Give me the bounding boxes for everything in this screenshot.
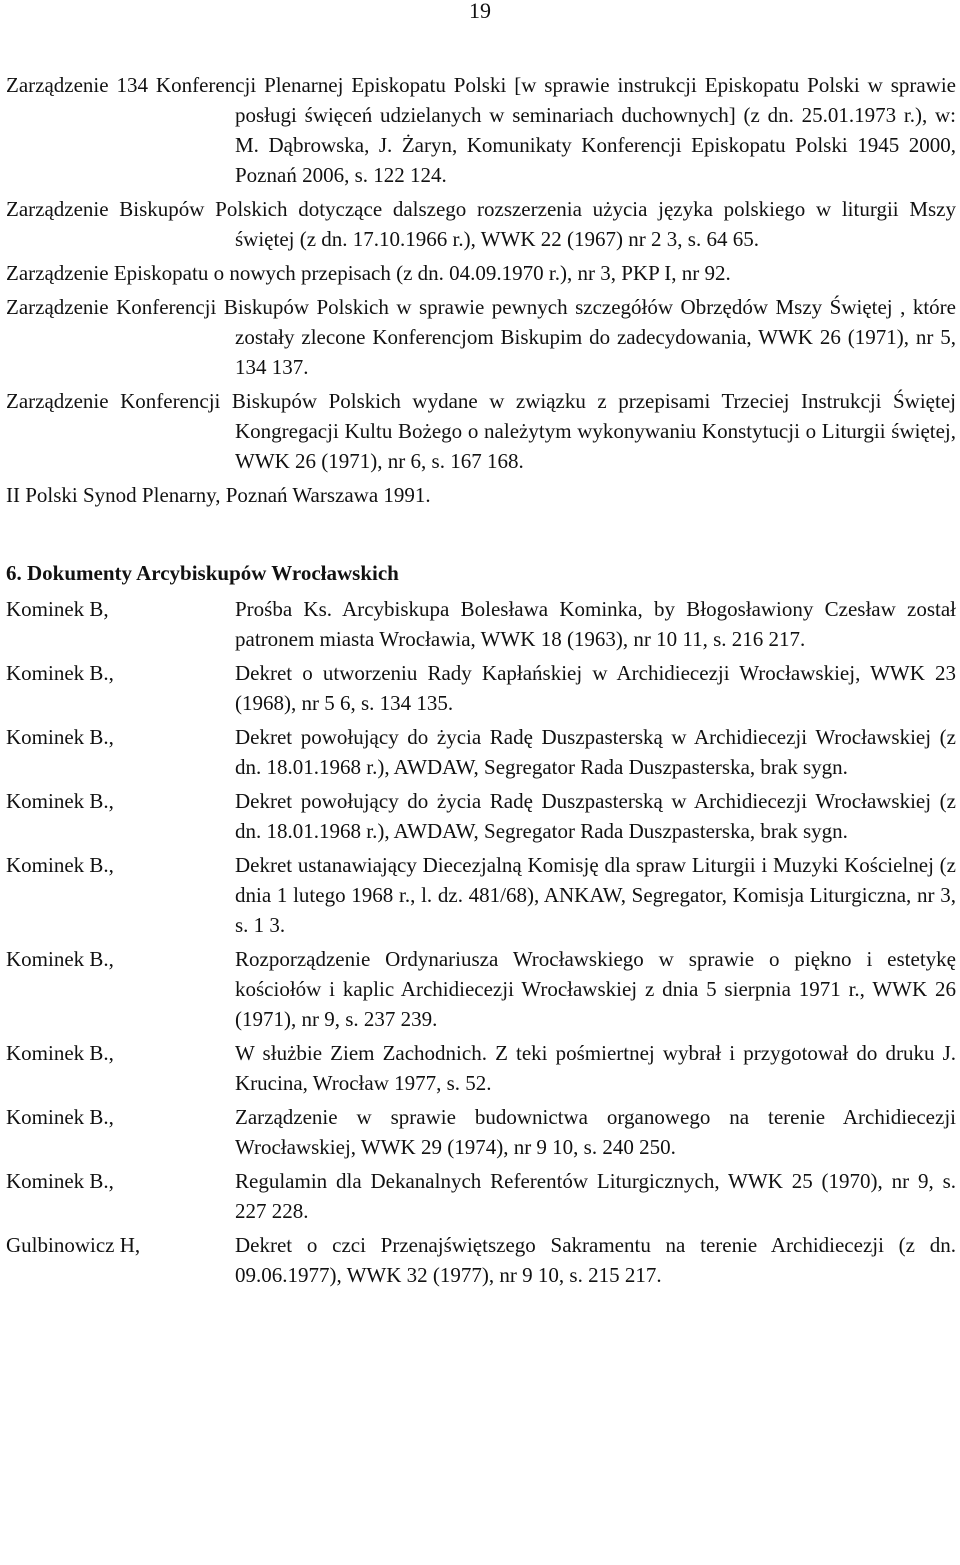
page-content xyxy=(6,70,956,1294)
document-text: Dekret powołujący do życia Radę Duszpasterską w Archidiecezji Wrocławskiej (z dn. 18.01.1968 r.), AWDAW, Segregator Rada Duszpasterska, brak sygn. xyxy=(235,725,956,779)
document-text: Dekret powołujący do życia Radę Duszpasterską w Archidiecezji Wrocławskiej (z dn. 18.01.1968 r.), AWDAW, Segregator Rada Duszpasterska, brak sygn. xyxy=(235,789,956,843)
document-entry xyxy=(6,1166,956,1226)
document-entry xyxy=(6,594,956,654)
bibliography-entry: Zarządzenie Konferencji Biskupów Polskich w sprawie pewnych szczegółów Obrzędów Mszy Świętej , które zostały zlecone Konferencjom Biskupim do zadecydowania, WWK 26 (1971), nr 5, 134 137. xyxy=(6,295,956,379)
document-text: Rozporządzenie Ordynariusza Wrocławskiego w sprawie o piękno i estetykę kościołów i kaplic Archidiecezji Wrocławskiej z dnia 5 sierpnia 1971 r., WWK 26 (1971), nr 9, s. 237 239. xyxy=(235,947,956,1031)
document-entry xyxy=(6,786,956,846)
document-text: Dekret o czci Przenajświętszego Sakramentu na terenie Archidiecezji (z dn. 09.06.1977), WWK 32 (1977), nr 9 10, s. 215 217. xyxy=(235,1233,956,1287)
bibliography-entry: Zarządzenie 134 Konferencji Plenarnej Episkopatu Polski [w sprawie instrukcji Episkopatu Polski w sprawie posługi święceń udzielanych w seminariach duchownych] (z dn. 25.01.1973 r.), w: M. Dąbrowska, J. Żaryn, Komunikaty Konferencji Episkopatu Polski 1945 2000, Poznań 2006, s. 122 124. xyxy=(6,73,956,187)
document-text: Dekret o utworzeniu Rady Kapłańskiej w Archidiecezji Wrocławskiej, WWK 23 (1968), nr 5 6, s. 134 135. xyxy=(235,661,956,715)
document-author: Kominek B., xyxy=(6,1041,114,1065)
document-author: Kominek B., xyxy=(6,661,114,685)
document-entry xyxy=(6,722,956,782)
section-heading: 6. Dokumenty Arcybiskupów Wrocławskich xyxy=(6,561,399,585)
document-author: Gulbinowicz H, xyxy=(6,1233,141,1257)
document-text: Regulamin dla Dekanalnych Referentów Liturgicznych, WWK 25 (1970), nr 9, s. 227 228. xyxy=(235,1169,956,1223)
document-entry xyxy=(6,1102,956,1162)
document-text: Prośba Ks. Arcybiskupa Bolesława Kominka, by Błogosławiony Czesław został patronem miasta Wrocławia, WWK 18 (1963), nr 10 11, s. 216 217. xyxy=(235,597,956,651)
document-entry xyxy=(6,1038,956,1098)
bibliography-entry: Zarządzenie Episkopatu o nowych przepisach (z dn. 04.09.1970 r.), nr 3, PKP I, nr 92. xyxy=(6,261,731,285)
document-author: Kominek B., xyxy=(6,1105,114,1129)
document-entry xyxy=(6,658,956,718)
document-author: Kominek B., xyxy=(6,1169,114,1193)
document-entry xyxy=(6,944,956,1034)
bibliography-entry: II Polski Synod Plenarny, Poznań Warszawa 1991. xyxy=(6,483,431,507)
document-entry xyxy=(6,850,956,940)
bibliography-entry: Zarządzenie Biskupów Polskich dotyczące dalszego rozszerzenia użycia języka polskiego w liturgii Mszy świętej (z dn. 17.10.1966 r.), WWK 22 (1967) nr 2 3, s. 64 65. xyxy=(6,197,956,251)
document-author: Kominek B., xyxy=(6,789,114,813)
document-author: Kominek B., xyxy=(6,725,114,749)
document-entry xyxy=(6,1230,956,1290)
document-author: Kominek B., xyxy=(6,853,114,877)
bibliography-entry: Zarządzenie Konferencji Biskupów Polskich wydane w związku z przepisami Trzeciej Instrukcji Świętej Kongregacji Kultu Bożego o należytym wykonywaniu Konstytucji o Liturgii świętej, WWK 26 (1971), nr 6, s. 167 168. xyxy=(6,389,956,473)
document-author: Kominek B., xyxy=(6,947,114,971)
document-text: W służbie Ziem Zachodnich. Z teki pośmiertnej wybrał i przygotował do druku J. Krucina, Wrocław 1977, s. 52. xyxy=(235,1041,956,1095)
page-number: 19 xyxy=(469,0,491,23)
document-text: Dekret ustanawiający Diecezjalną Komisję dla spraw Liturgii i Muzyki Kościelnej (z dnia 1 lutego 1968 r., l. dz. 481/68), ANKAW, Segregator, Komisja Liturgiczna, nr 3, s. 1 3. xyxy=(235,853,956,937)
document-author: Kominek B, xyxy=(6,597,109,621)
document-text: Zarządzenie w sprawie budownictwa organowego na terenie Archidiecezji Wrocławskiej, WWK 29 (1974), nr 9 10, s. 240 250. xyxy=(235,1105,956,1159)
